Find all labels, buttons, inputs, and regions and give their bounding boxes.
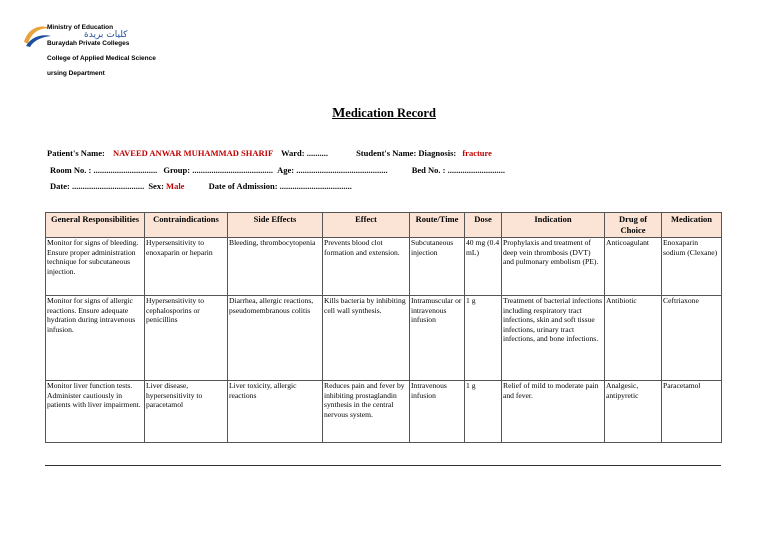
cell-route-time: Subcutaneous injection (410, 238, 465, 296)
cell-effect: Reduces pain and fever by inhibiting prostaglandin synthesis in the central nervous system. (323, 381, 410, 443)
ward-label: Ward: .......... (280, 148, 328, 158)
cell-contraindications: Liver disease, hypersensitivity to paracetamol (145, 381, 228, 443)
patient-info-row-2 (50, 165, 505, 175)
cell-side-effects: Liver toxicity, allergic reactions (228, 381, 323, 443)
cell-effect: Prevents blood clot formation and extension. (323, 238, 410, 296)
header-effect: Effect (323, 213, 410, 238)
cell-medication: Enoxaparin sodium (Clexane) (662, 238, 722, 296)
page-title: Medication Record (332, 106, 436, 121)
patient-name-value: NAVEED ANWAR MUHAMMAD SHARIF (112, 148, 273, 158)
cell-indication: Relief of mild to moderate pain and fever. (502, 381, 605, 443)
cell-contraindications: Hypersensitivity to cephalosporins or penicillins (145, 296, 228, 381)
room-number-label: Room No. : .............................. (50, 165, 158, 175)
medication-table (45, 212, 722, 443)
ministry-text: Ministry of Education (47, 24, 114, 31)
sex-label: Sex: (148, 181, 164, 191)
department-text: ursing Department (47, 70, 105, 77)
group-label: Group: ...................................... (163, 165, 273, 175)
cell-side-effects: Bleeding, thrombocytopenia (228, 238, 323, 296)
cell-dose: 1 g (465, 381, 502, 443)
cell-dose: 40 mg (0.4 mL) (465, 238, 502, 296)
table-row (46, 296, 722, 381)
bed-number-label: Bed No. : ........................... (411, 165, 505, 175)
students-name-label: Student's Name: (356, 148, 417, 158)
patient-name-label: Patient's Name: (47, 148, 105, 158)
bottom-divider (45, 465, 721, 466)
cell-general-responsibilities: Monitor for signs of allergic reactions. Ensure adequate hydration during intravenous infusion. (46, 296, 145, 381)
sex-value: Male (166, 181, 185, 191)
cell-medication: Ceftriaxone (662, 296, 722, 381)
cell-route-time: Intravenous infusion (410, 381, 465, 443)
patient-info-row-3 (50, 181, 352, 191)
cell-drug-of-choice: Antibiotic (605, 296, 662, 381)
cell-indication: Treatment of bacterial infections including respiratory tract infections, skin and soft tissue infections, urinary tract infections, and bone infections. (502, 296, 605, 381)
header-route-time: Route/Time (410, 213, 465, 238)
cell-drug-of-choice: Analgesic, antipyretic (605, 381, 662, 443)
college-text: College of Applied Medical Science (47, 55, 156, 62)
cell-side-effects: Diarrhea, allergic reactions, pseudomembranous colitis (228, 296, 323, 381)
header-dose: Dose (465, 213, 502, 238)
header-medication: Medication (662, 213, 722, 238)
table-row (46, 381, 722, 443)
admission-date-label: Date of Admission: .................................. (208, 181, 352, 191)
cell-drug-of-choice: Anticoagulant (605, 238, 662, 296)
header-general-responsibilities: General Responsibilities (46, 213, 145, 238)
college-group-text: Buraydah Private Colleges (47, 40, 130, 47)
cell-dose: 1 g (465, 296, 502, 381)
table-row (46, 238, 722, 296)
cell-general-responsibilities: Monitor liver function tests. Administer cautiously in patients with liver impairment. (46, 381, 145, 443)
header-contraindications: Contraindications (145, 213, 228, 238)
table-header-row (46, 213, 722, 238)
cell-effect: Kills bacteria by inhibiting cell wall synthesis. (323, 296, 410, 381)
cell-contraindications: Hypersensitivity to enoxaparin or heparin (145, 238, 228, 296)
cell-medication: Paracetamol (662, 381, 722, 443)
cell-general-responsibilities: Monitor for signs of bleeding. Ensure proper administration technique for subcutaneous injection. (46, 238, 145, 296)
date-label: Date: .................................. (50, 181, 145, 191)
diagnosis-value: fracture (462, 148, 492, 158)
header-drug-of-choice: Drug of Choice (605, 213, 662, 238)
header-side-effects: Side Effects (228, 213, 323, 238)
cell-route-time: Intramuscular or intravenous infusion (410, 296, 465, 381)
cell-indication: Prophylaxis and treatment of deep vein thrombosis (DVT) and pulmonary embolism (PE). (502, 238, 605, 296)
age-label: Age: ........................................... (277, 165, 388, 175)
header-indication: Indication (502, 213, 605, 238)
diagnosis-label: Diagnosis: (418, 148, 457, 158)
arabic-college-name: كليات بريدة (84, 30, 128, 40)
college-logo (22, 22, 222, 62)
patient-info-row-1 (47, 148, 492, 158)
